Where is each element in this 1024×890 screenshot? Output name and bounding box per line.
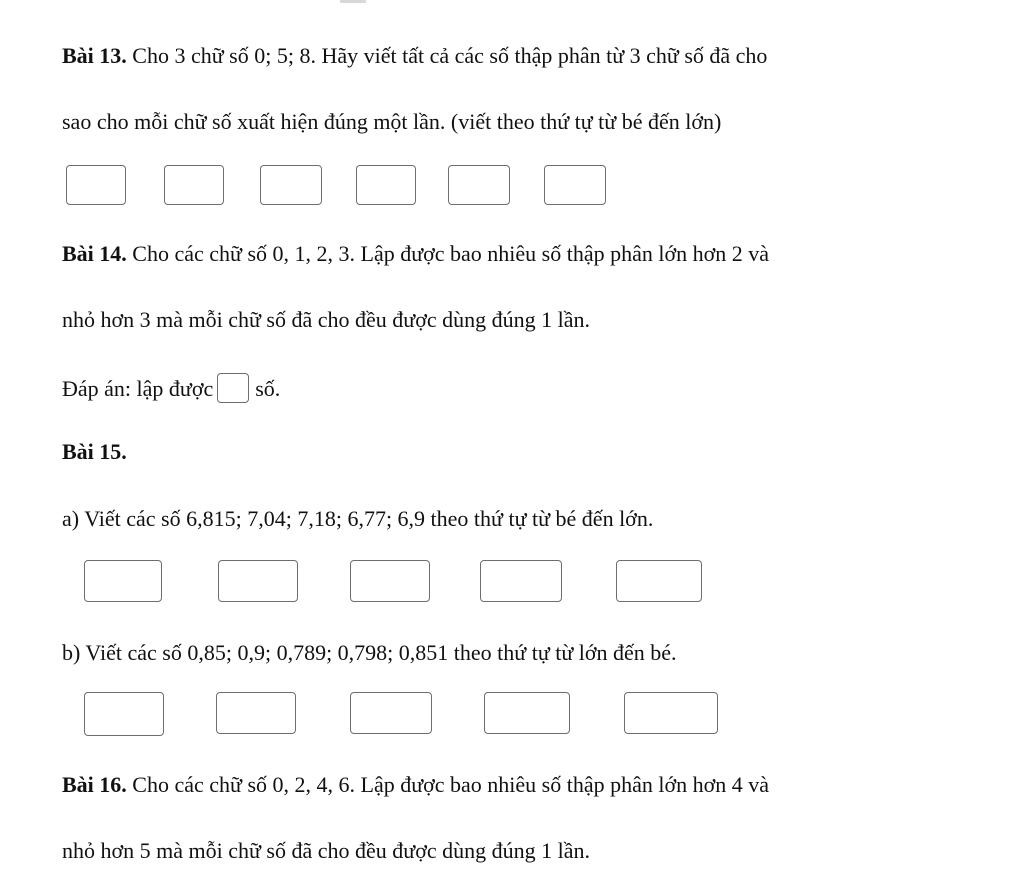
exercise-13-answer-box-6[interactable] xyxy=(544,165,606,205)
exercise-13-line-1 xyxy=(62,42,767,70)
exercise-15-line xyxy=(62,438,127,466)
exercise-15b-answer-box-1[interactable] xyxy=(84,692,164,736)
exercise-14-line-1 xyxy=(62,240,769,268)
top-edge-mark xyxy=(340,0,366,3)
exercise-15b-answer-box-5[interactable] xyxy=(624,692,718,734)
exercise-15-label: Bài 15. xyxy=(62,439,127,464)
exercise-13-text-2: sao cho mỗi chữ số xuất hiện đúng một lần. (viết theo thứ tự từ bé đến lớn) xyxy=(62,109,722,134)
exercise-14-answer-suffix: số. xyxy=(255,376,281,401)
exercise-15-part-a-text: a) Viết các số 6,815; 7,04; 7,18; 6,77; 6,9 theo thứ tự từ bé đến lớn. xyxy=(62,506,654,531)
exercise-16-label: Bài 16. xyxy=(62,772,127,797)
exercise-15-part-b xyxy=(62,639,677,667)
exercise-16-text-2: nhỏ hơn 5 mà mỗi chữ số đã cho đều được dùng đúng 1 lần. xyxy=(62,838,590,863)
exercise-15b-answer-box-3[interactable] xyxy=(350,692,432,734)
exercise-15b-answer-box-4[interactable] xyxy=(484,692,570,734)
exercise-16-line-1 xyxy=(62,771,769,799)
exercise-14-answer-line xyxy=(62,373,280,403)
exercise-13-line-2 xyxy=(62,108,721,136)
exercise-15a-answer-box-5[interactable] xyxy=(616,560,702,602)
exercise-15a-answer-box-2[interactable] xyxy=(218,560,298,602)
exercise-14-label: Bài 14. xyxy=(62,241,127,266)
exercise-14-text-2: nhỏ hơn 3 mà mỗi chữ số đã cho đều được dùng đúng 1 lần. xyxy=(62,307,590,332)
exercise-15-part-b-text: b) Viết các số 0,85; 0,9; 0,789; 0,798; 0,851 theo thứ tự từ lớn đến bé. xyxy=(62,640,677,665)
exercise-15a-answer-box-4[interactable] xyxy=(480,560,562,602)
exercise-16-text-1: Cho các chữ số 0, 2, 4, 6. Lập được bao nhiêu số thập phân lớn hơn 4 và xyxy=(132,772,770,797)
exercise-14-line-2 xyxy=(62,306,590,334)
exercise-13-text-1: Cho 3 chữ số 0; 5; 8. Hãy viết tất cả các số thập phân từ 3 chữ số đã cho xyxy=(132,43,768,68)
exercise-15a-answer-box-1[interactable] xyxy=(84,560,162,602)
exercise-15-part-a xyxy=(62,505,653,533)
exercise-14-answer-box[interactable] xyxy=(217,373,249,403)
exercise-15a-answer-box-3[interactable] xyxy=(350,560,430,602)
exercise-13-label: Bài 13. xyxy=(62,43,127,68)
exercise-14-text-1: Cho các chữ số 0, 1, 2, 3. Lập được bao nhiêu số thập phân lớn hơn 2 và xyxy=(132,241,770,266)
exercise-13-answer-box-2[interactable] xyxy=(164,165,224,205)
exercise-16-line-2 xyxy=(62,837,590,865)
exercise-13-answer-box-1[interactable] xyxy=(66,165,126,205)
exercise-13-answer-box-3[interactable] xyxy=(260,165,322,205)
exercise-15b-answer-box-2[interactable] xyxy=(216,692,296,734)
exercise-13-answer-box-5[interactable] xyxy=(448,165,510,205)
exercise-13-answer-box-4[interactable] xyxy=(356,165,416,205)
exercise-14-answer-prefix: Đáp án: lập được xyxy=(62,376,214,401)
